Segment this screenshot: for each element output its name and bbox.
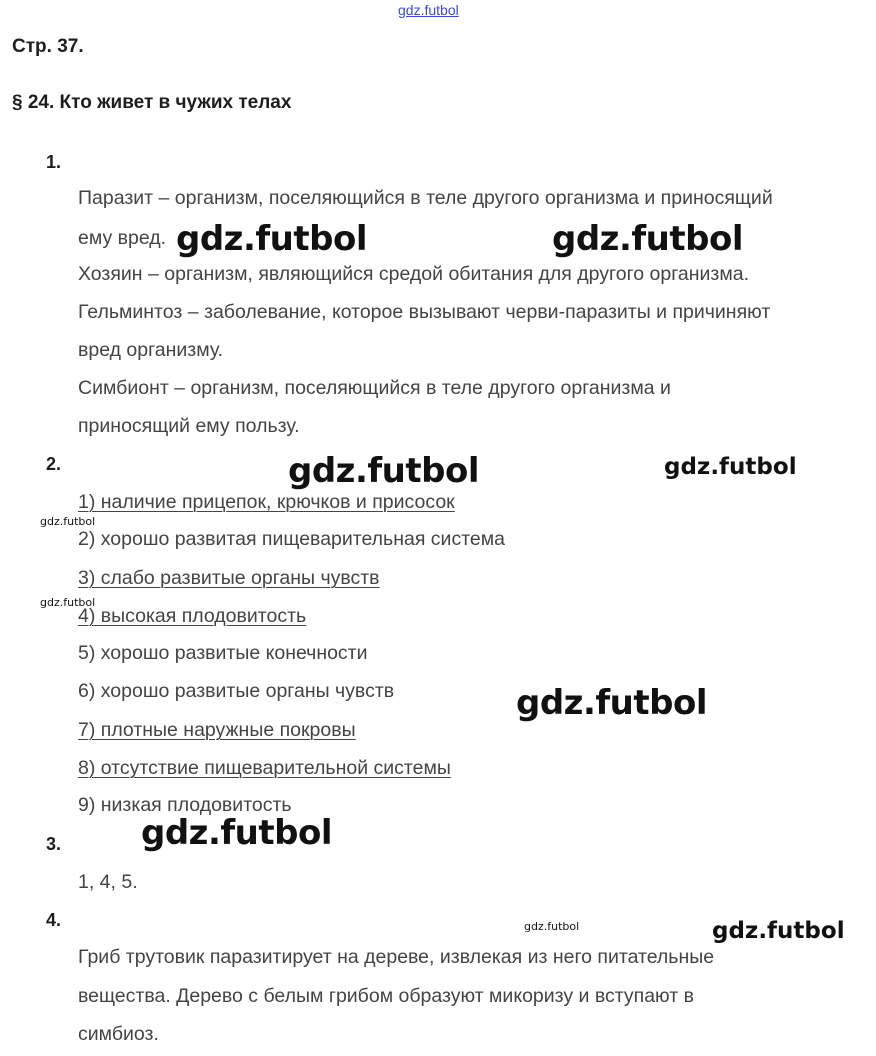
q1-line-2: ему вред. [78,227,167,249]
q4-line-2: вещества. Дерево с белым грибом образуют микоризу и вступают в [78,985,694,1007]
q2-item-7: 7) плотные наружные покровы [78,719,356,741]
watermark: gdz.futbol [40,515,96,528]
section-title: § 24. Кто живет в чужих телах [12,92,292,113]
top-watermark-link[interactable]: gdz.futbol [398,2,459,18]
q1-line-7: приносящий ему пользу. [78,415,300,437]
q1-line-1: Паразит – организм, поселяющийся в теле другого организма и приносящий [78,187,773,209]
question-4-number: 4. [46,910,62,930]
watermark: gdz.futbol [552,219,743,259]
q2-item-5: 5) хорошо развитые конечности [78,642,368,664]
question-2-number: 2. [46,454,62,474]
page-number: Стр. 37. [12,36,84,57]
q2-item-9: 9) низкая плодовитость [78,794,292,816]
watermark: gdz.futbol [524,920,580,933]
q1-line-5: вред организму. [78,339,224,361]
q2-item-3: 3) слабо развитые органы чувств [78,567,380,589]
watermark: gdz.futbol [516,683,707,723]
question-3-number: 3. [46,834,62,854]
watermark: gdz.futbol [141,813,332,853]
q1-line-4: Гельминтоз – заболевание, которое вызывают черви-паразиты и причиняют [78,301,771,323]
q2-item-1: 1) наличие прицепок, крючков и присосок [78,491,455,513]
q2-item-2: 2) хорошо развитая пищеварительная система [78,528,506,550]
q4-line-1: Гриб трутовик паразитирует на дереве, извлекая из него питательные [78,946,715,968]
watermark: gdz.futbol [288,451,479,491]
watermark: gdz.futbol [176,219,367,259]
q2-item-4: 4) высокая плодовитость [78,605,307,627]
q1-line-3: Хозяин – организм, являющийся средой обитания для другого организма. [78,263,750,285]
q3-answer: 1, 4, 5. [78,871,138,893]
q1-line-6: Симбионт – организм, поселяющийся в теле другого организма и [78,377,671,399]
q4-line-3: симбиоз. [78,1023,159,1045]
question-1-number: 1. [46,152,62,172]
watermark: gdz.futbol [40,596,96,609]
q2-item-6: 6) хорошо развитые органы чувств [78,680,395,702]
q2-item-8: 8) отсутствие пищеварительной системы [78,757,451,779]
watermark: gdz.futbol [664,454,797,480]
watermark: gdz.futbol [712,918,845,944]
